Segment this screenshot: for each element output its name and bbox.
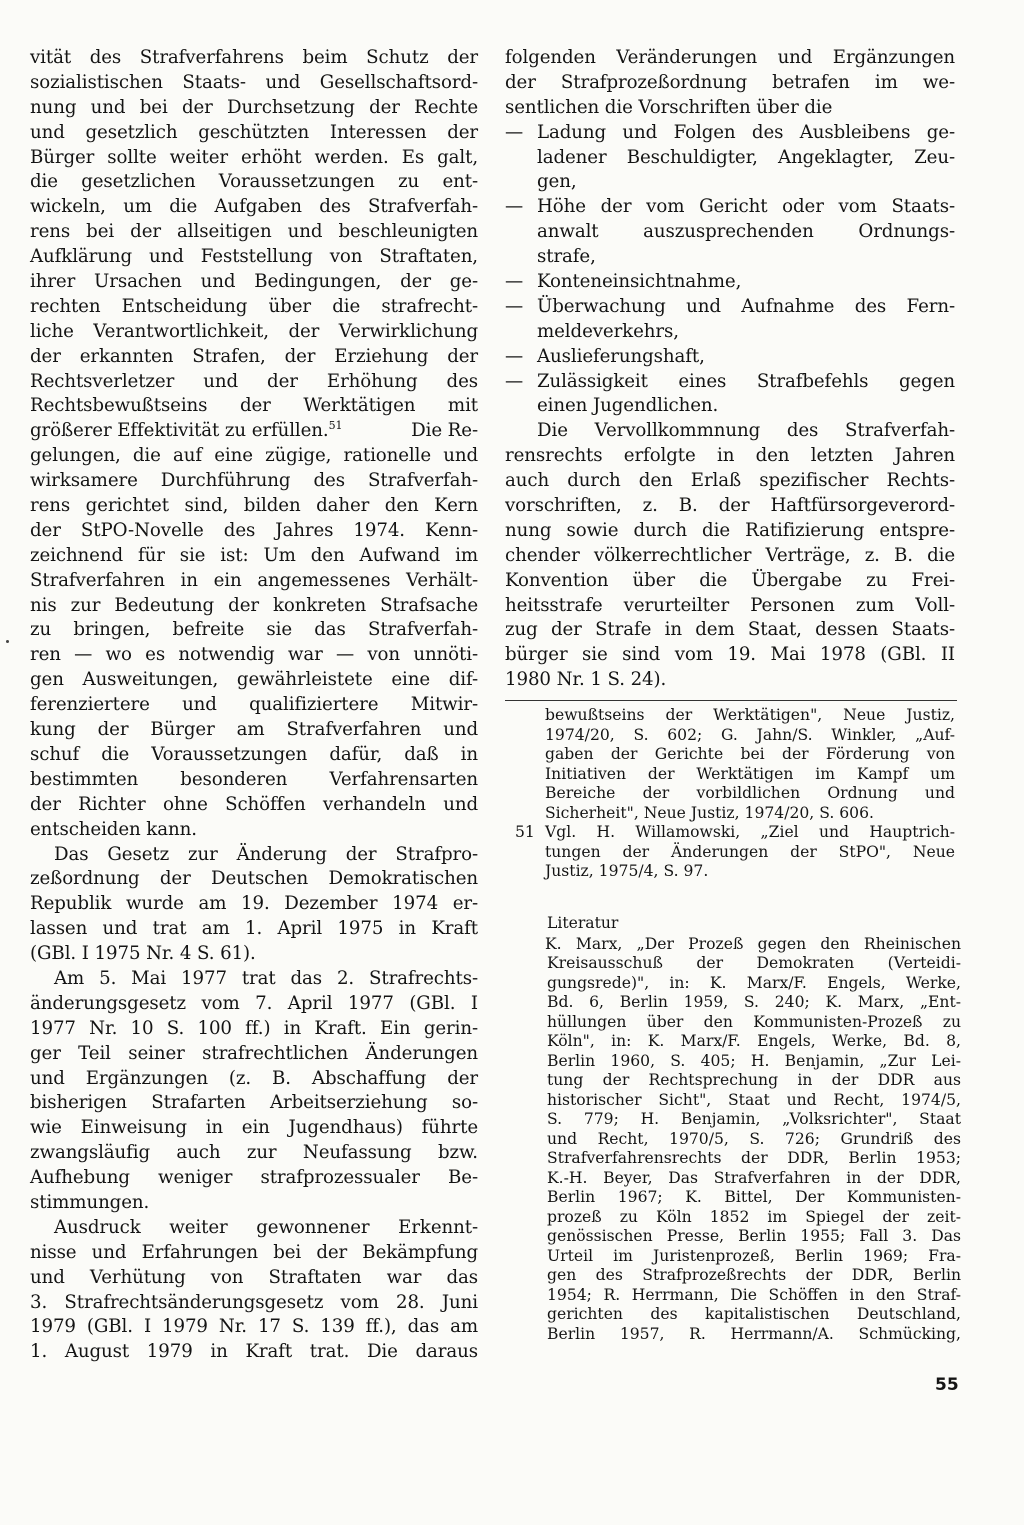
body-line: 1980 Nr. 1 S. 24). [505, 669, 667, 691]
list-line: einen Jugendlichen. [537, 395, 719, 417]
body-line: der StPO-Novelle des Jahres 1974. Kenn- [30, 519, 478, 541]
literature-line: 1954; R. Herrmann, Die Schöffen in den Straf- [547, 1285, 961, 1304]
literature-line: prozeß zu Köln 1852 im Spiegel der zeit- [547, 1207, 961, 1226]
body-line: Rechtsbewußtseins der Werktätigen mit [30, 395, 478, 417]
body-line: wickeln, um die Aufgaben des Strafverfah- [30, 196, 478, 218]
list-dash: — [505, 121, 524, 143]
list-item [505, 270, 955, 295]
body-line: sentlichen die Vorschriften über die [505, 96, 833, 118]
footnote-line: 1974/20, S. 602; G. Jahn/S. Winkler, „Auf- [545, 725, 955, 744]
body-line: rechten Entscheidung über die strafrecht- [30, 295, 478, 317]
list-line [505, 345, 955, 370]
literature-line: Strafverfahrensrechts der DDR, Berlin 1953; [547, 1149, 961, 1167]
body-line: kung der Bürger am Strafverfahren und [30, 719, 478, 741]
literature-section [547, 914, 961, 1344]
literature-line: Bd. 6, Berlin 1959, S. 240; K. Marx, „Ent- [547, 993, 961, 1011]
body-line: die gesetzlichen Voraussetzungen zu ent- [30, 171, 478, 193]
body-line: rensrechts erfolgte in den letzten Jahren [505, 445, 955, 467]
list-line [505, 370, 955, 395]
body-line: ger Teil seiner strafrechtlichen Änderungen [30, 1042, 478, 1064]
literature-line: gen des Strafprozeßrechts der DDR, Berlin [547, 1266, 961, 1284]
body-line: lassen und trat am 1. April 1975 in Kraft [30, 918, 478, 940]
body-line: heitsstrafe verurteilter Personen zum Voll- [505, 594, 955, 616]
body-line: änderungsgesetz vom 7. April 1977 (GBl. I [30, 992, 478, 1014]
list-line [505, 195, 955, 220]
literature-line: Urteil im Juristenprozeß, Berlin 1969; Fra- [547, 1246, 961, 1265]
list-line [505, 295, 955, 320]
body-line: und gesetzlich geschützten Interessen der [30, 121, 478, 143]
literature-line: Berlin 1960, S. 405; H. Benjamin, „Zur Lei- [547, 1051, 961, 1070]
literature-line: K. Marx, „Der Prozeß gegen den Rheinischen [545, 934, 961, 953]
body-text: Die Re- [411, 420, 478, 442]
body-line: Bürger sollte weiter erhöht werden. Es galt, [30, 146, 478, 168]
list-item [505, 370, 955, 420]
body-line: der Strafprozeßordnung betrafen im we- [505, 71, 955, 93]
body-line: bestimmten besonderen Verfahrensarten [30, 768, 478, 790]
list-line [505, 121, 955, 146]
literature-line: tung der Rechtsprechung in der DDR aus [547, 1071, 961, 1089]
body-line: nung und bei der Durchsetzung der Rechte [30, 96, 478, 118]
literature-line: hüllungen über den Kommunisten-Prozeß zu [547, 1012, 961, 1031]
body-line: Rechtsverletzer und der Erhöhung des [30, 370, 478, 392]
footnote-reference: 51 [328, 419, 343, 433]
list-item [505, 295, 955, 345]
body-line: ren — wo es notwendig war — von unnöti- [30, 644, 478, 666]
left-column [30, 46, 478, 1365]
body-line: 3. Strafrechtsänderungsgesetz vom 28. Juni [30, 1291, 478, 1313]
body-line: nung sowie durch die Ratifizierung entspre- [505, 519, 955, 541]
body-line-with-footnote [30, 419, 478, 444]
list-text: Höhe der vom Gericht oder vom Staats- [537, 196, 955, 218]
body-line: schuf die Voraussetzungen dafür, daß in [30, 743, 478, 765]
footnote-line: Sicherheit", Neue Justiz, 1974/20, S. 606. [545, 803, 874, 822]
list-dash: — [505, 196, 524, 218]
literature-line: Berlin 1957, R. Herrmann/A. Schmücking, [547, 1324, 961, 1343]
body-line: 1979 (GBl. I 1979 Nr. 17 S. 139 ff.), das am [30, 1316, 478, 1338]
body-line: Am 5. Mai 1977 trat das 2. Strafrechts- [54, 967, 478, 989]
body-line: entscheiden kann. [30, 818, 197, 840]
body-line: liche Verantwortlichkeit, der Verwirklichung [30, 320, 478, 342]
literature-line: historischer Sicht", Staat und Recht, 1974/5, [547, 1090, 961, 1109]
footnote-divider [505, 700, 957, 701]
footnote-line: Bereiche der vorbildlichen Ordnung und [545, 784, 955, 802]
list-text: Überwachung und Aufnahme des Fern- [537, 295, 955, 317]
body-line: stimmungen. [30, 1191, 150, 1213]
body-line: zu bringen, befreite sie das Strafverfah- [30, 619, 478, 641]
literature-line: und Recht, 1970/5, S. 726; Grundriß des [547, 1129, 961, 1148]
body-line: der erkannten Strafen, der Erziehung der [30, 345, 478, 367]
literature-line: Berlin 1967; K. Bittel, Der Kommunisten- [547, 1188, 961, 1206]
body-line: nis zur Bedeutung der konkreten Strafsache [30, 594, 478, 616]
list-text: Zulässigkeit eines Strafbefehls gegen [537, 370, 955, 392]
footnote-line: Justiz, 1975/4, S. 97. [545, 862, 709, 880]
body-line: ihrer Ursachen und Bedingungen, der ge- [30, 271, 478, 293]
list-line: gen, [537, 171, 577, 193]
body-line: bisherigen Strafarten Arbeitserziehung so- [30, 1092, 478, 1114]
body-line: Das Gesetz zur Änderung der Strafpro- [54, 843, 478, 865]
body-line: zug der Strafe in dem Staat, dessen Staats- [505, 619, 955, 641]
body-line: Strafverfahren in ein angemessenes Verhält- [30, 569, 478, 591]
literature-line: gungsrede)", in: K. Marx/F. Engels, Werke, [547, 973, 961, 992]
literature-line: Köln", in: K. Marx/F. Engels, Werke, Bd. 8, [547, 1032, 961, 1050]
footnote-line [515, 823, 955, 843]
list-line [505, 270, 955, 295]
literature-line: K.-H. Beyer, Das Strafverfahren in der DDR, [547, 1168, 961, 1187]
body-line: ferenziertere und qualifiziertere Mitwir- [30, 694, 478, 716]
body-line: vität des Strafverfahrens beim Schutz der [30, 47, 478, 68]
list-line: strafe, [537, 246, 596, 268]
body-line: Aufhebung weniger strafprozessualer Be- [30, 1167, 478, 1189]
footnote-number: 51 [515, 823, 535, 841]
list-line: anwalt auszusprechenden Ordnungs- [537, 221, 955, 243]
footnote-line: gaben der Gerichte bei der Förderung von [545, 745, 955, 763]
list-text: Auslieferungshaft, [537, 345, 705, 367]
list-item [505, 121, 955, 196]
list-line: ladener Beschuldigter, Angeklagter, Zeu- [537, 146, 955, 168]
footnotes [515, 706, 955, 882]
literature-line: gerichten des kapitalistischen Deutschland, [547, 1305, 961, 1323]
body-line: zeichnend für sie ist: Um den Aufwand im [30, 544, 478, 566]
footnote-text: Vgl. H. Willamowski, „Ziel und Hauptrich- [545, 823, 955, 841]
list-dash: — [505, 271, 524, 293]
body-line: rens gerichtet sind, bilden daher den Kern [30, 495, 478, 517]
literature-line: genössischen Presse, Berlin 1955; Fall 3. Das [547, 1227, 961, 1245]
body-line: zeßordnung der Deutschen Demokratischen [30, 868, 478, 890]
body-line: Aufklärung und Feststellung von Straftaten, [30, 246, 478, 268]
footnote-line: tungen der Änderungen der StPO", Neue [545, 842, 955, 861]
list-dash: — [505, 295, 524, 317]
literature-line: S. 779; H. Benjamin, „Volksrichter", Staat [547, 1110, 961, 1128]
body-line: bürger sie sind vom 19. Mai 1978 (GBl. II [505, 644, 955, 666]
body-line: Die Vervollkommnung des Strafverfah- [537, 420, 955, 442]
right-column [505, 46, 955, 693]
body-line: chender völkerrechtlicher Verträge, z. B. die [505, 544, 955, 566]
body-line: wie Einweisung in ein Jugendhaus) führte [30, 1117, 478, 1139]
footnote-line: Initiativen der Werktätigen im Kampf um [545, 764, 955, 783]
list-dash: — [505, 345, 524, 367]
literature-line: Kreisausschuß der Demokraten (Verteidi- [547, 954, 961, 972]
body-line: gelungen, die auf eine zügige, rationelle und [30, 445, 478, 467]
footnote-line: bewußtseins der Werktätigen", Neue Justiz, [545, 706, 955, 724]
list-text: Konteneinsichtnahme, [537, 271, 742, 293]
literature-heading: Literatur [547, 914, 619, 932]
scan-speck [6, 640, 9, 643]
page-number: 55 [935, 1375, 959, 1395]
body-line: Ausdruck weiter gewonnener Erkennt- [54, 1216, 478, 1238]
list-dash: — [505, 370, 524, 392]
body-line: 1. August 1979 in Kraft trat. Die daraus [30, 1341, 478, 1363]
list-line: meldeverkehrs, [537, 320, 679, 342]
list-item [505, 195, 955, 270]
body-line: auch durch den Erlaß spezifischer Rechts- [505, 470, 955, 492]
body-line: wirksamere Durchführung des Strafverfah- [30, 470, 478, 492]
body-line: und Verhütung von Straftaten war das [30, 1266, 478, 1288]
body-line: (GBl. I 1975 Nr. 4 S. 61). [30, 943, 256, 965]
body-line: Republik wurde am 19. Dezember 1974 er- [30, 893, 478, 915]
list-item [505, 345, 955, 370]
body-text: größerer Effektivität zu erfüllen.$^{51}$ [30, 419, 343, 442]
body-line: 1977 Nr. 10 S. 100 ff.) in Kraft. Ein gerin- [30, 1017, 478, 1039]
body-line: rens bei der allseitigen und beschleunigten [30, 221, 478, 243]
body-line: gen Ausweitungen, gewährleistete eine dif- [30, 669, 478, 691]
body-line: und Ergänzungen (z. B. Abschaffung der [30, 1067, 478, 1089]
body-line: zwangsläufig auch zur Neufassung bzw. [30, 1142, 478, 1164]
body-line: nisse und Erfahrungen bei der Bekämpfung [30, 1241, 478, 1263]
body-line: der Richter ohne Schöffen verhandeln und [30, 793, 478, 815]
body-line: sozialistischen Staats- und Gesellschaftsord- [30, 71, 478, 93]
body-line: vorschriften, z. B. der Haftfürsorgeverord- [505, 495, 955, 517]
body-line: folgenden Veränderungen und Ergänzungen [505, 47, 955, 68]
list-text: Ladung und Folgen des Ausbleibens ge- [537, 121, 955, 143]
body-line: Konvention über die Übergabe zu Frei- [505, 569, 955, 591]
